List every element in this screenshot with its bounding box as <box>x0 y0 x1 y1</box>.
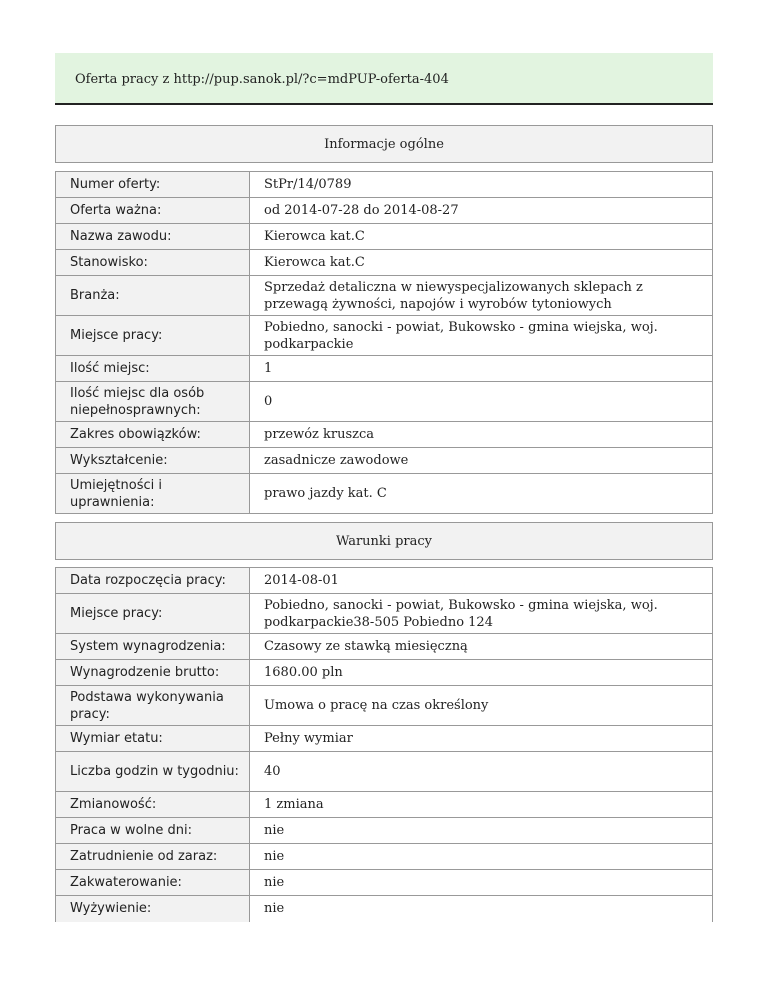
row-value: nie <box>250 818 713 844</box>
row-value: StPr/14/0789 <box>250 172 713 198</box>
row-value: 2014-08-01 <box>250 568 713 594</box>
row-label: Zmianowość: <box>56 792 250 818</box>
row-value: nie <box>250 896 713 922</box>
row-label: Data rozpoczęcia pracy: <box>56 568 250 594</box>
row-value: 0 <box>250 382 713 422</box>
row-value: 40 <box>250 752 713 792</box>
table-row <box>56 356 713 382</box>
row-label: Wykształcenie: <box>56 448 250 474</box>
row-label: Wynagrodzenie brutto: <box>56 660 250 686</box>
row-label: Nazwa zawodu: <box>56 224 250 250</box>
row-label: Numer oferty: <box>56 172 250 198</box>
row-value: od 2014-07-28 do 2014-08-27 <box>250 198 713 224</box>
table-row <box>56 896 713 922</box>
row-label: Zatrudnienie od zaraz: <box>56 844 250 870</box>
row-label: Wymiar etatu: <box>56 726 250 752</box>
offer-source-text: Oferta pracy z http://pup.sanok.pl/?c=mdPUP-oferta-404 <box>75 72 449 87</box>
row-value: Sprzedaż detaliczna w niewyspecjalizowanych sklepach z przewagą żywności, napojów i wyrobów tytoniowych <box>250 276 713 316</box>
table-row <box>56 726 713 752</box>
row-label: Ilość miejsc dla osób niepełnosprawnych: <box>56 382 250 422</box>
general-info-table <box>55 171 713 514</box>
table-row <box>56 474 713 514</box>
table-row <box>56 686 713 726</box>
row-label: Podstawa wykonywania pracy: <box>56 686 250 726</box>
table-row <box>56 382 713 422</box>
row-value: 1 zmiana <box>250 792 713 818</box>
row-label: Zakres obowiązków: <box>56 422 250 448</box>
table-row <box>56 568 713 594</box>
row-label: Oferta ważna: <box>56 198 250 224</box>
row-value: Kierowca kat.C <box>250 224 713 250</box>
row-label: Wyżywienie: <box>56 896 250 922</box>
table-row <box>56 198 713 224</box>
row-value: przewóz kruszca <box>250 422 713 448</box>
row-value: prawo jazdy kat. C <box>250 474 713 514</box>
table-row <box>56 224 713 250</box>
row-label: Umiejętności i uprawnienia: <box>56 474 250 514</box>
table-row <box>56 870 713 896</box>
row-label: Zakwaterowanie: <box>56 870 250 896</box>
table-row <box>56 634 713 660</box>
offer-source-header <box>55 53 713 105</box>
section-title-general-info: Informacje ogólne <box>55 125 713 163</box>
table-row <box>56 660 713 686</box>
row-label: Praca w wolne dni: <box>56 818 250 844</box>
table-row <box>56 792 713 818</box>
row-value: nie <box>250 870 713 896</box>
row-value: 1 <box>250 356 713 382</box>
table-row <box>56 276 713 316</box>
row-value: Kierowca kat.C <box>250 250 713 276</box>
work-conditions-table <box>55 567 713 922</box>
row-value: Pełny wymiar <box>250 726 713 752</box>
row-label: Miejsce pracy: <box>56 594 250 634</box>
table-row <box>56 172 713 198</box>
row-label: Liczba godzin w tygodniu: <box>56 752 250 792</box>
row-value: Umowa o pracę na czas określony <box>250 686 713 726</box>
table-row <box>56 844 713 870</box>
table-row <box>56 316 713 356</box>
table-row <box>56 818 713 844</box>
row-value: Pobiedno, sanocki - powiat, Bukowsko - gmina wiejska, woj. podkarpackie38-505 Pobiedno 124 <box>250 594 713 634</box>
row-value: nie <box>250 844 713 870</box>
table-row <box>56 594 713 634</box>
row-label: Stanowisko: <box>56 250 250 276</box>
table-row <box>56 448 713 474</box>
table-row <box>56 250 713 276</box>
table-row <box>56 422 713 448</box>
row-value: Pobiedno, sanocki - powiat, Bukowsko - gmina wiejska, woj. podkarpackie <box>250 316 713 356</box>
row-label: Branża: <box>56 276 250 316</box>
section-title-work-conditions: Warunki pracy <box>55 522 713 560</box>
row-value: Czasowy ze stawką miesięczną <box>250 634 713 660</box>
table-row <box>56 752 713 792</box>
row-value: 1680.00 pln <box>250 660 713 686</box>
row-label: Miejsce pracy: <box>56 316 250 356</box>
row-label: System wynagrodzenia: <box>56 634 250 660</box>
row-value: zasadnicze zawodowe <box>250 448 713 474</box>
row-label: Ilość miejsc: <box>56 356 250 382</box>
